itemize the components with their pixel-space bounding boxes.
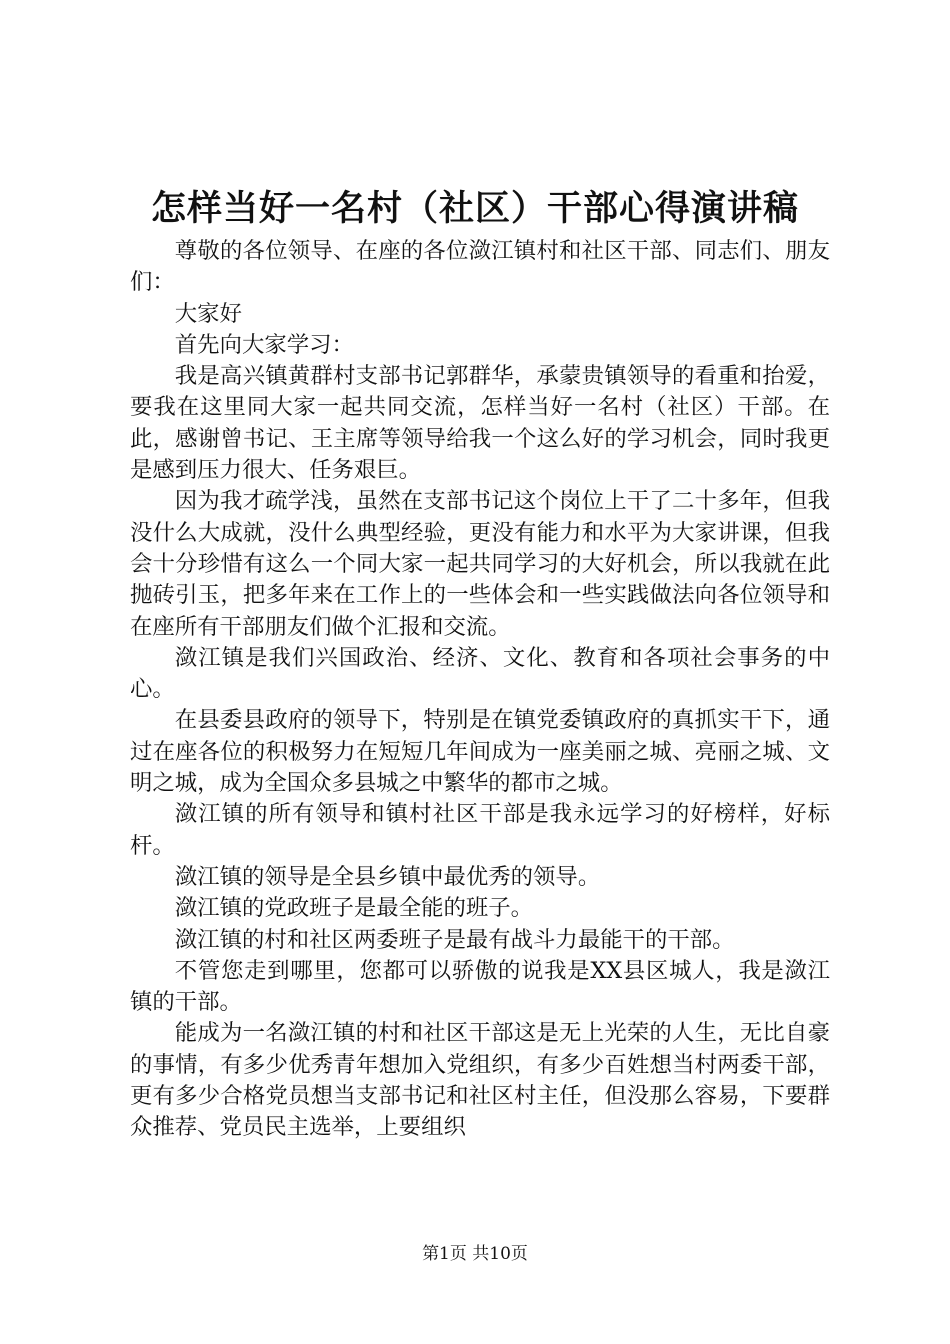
page-number-footer: 第1页 共10页	[422, 1244, 528, 1264]
document-title: 怎样当好一名村（社区）干部心得演讲稿	[150, 188, 799, 229]
paragraph: 潋江镇的村和社区两委班子是最有战斗力最能干的干部。	[174, 926, 735, 953]
paragraph: 潋江镇的所有领导和镇村社区干部是我永远学习的好榜样，好标杆。	[130, 801, 830, 859]
paragraph-opening: 首先向大家学习：	[174, 331, 354, 358]
paragraph: 能成为一名潋江镇的村和社区干部这是无上光荣的人生，无比自豪的事情，有多少优秀青年想加入党组织，有多少百姓想当村两委干部，更有多少合格党员想当支部书记和社区村主任，但没那么容易，下要群众推荐、党员民主选举，上要组织	[130, 1020, 830, 1141]
paragraph-salutation: 尊敬的各位领导、在座的各位潋江镇村和社区干部、同志们、朋友们：	[130, 238, 830, 296]
paragraph: 不管您走到哪里，您都可以骄傲的说我是XX县区城人，我是潋江镇的干部。	[130, 957, 830, 1016]
paragraph: 潋江镇的党政班子是最全能的班子。	[174, 895, 534, 922]
document-body	[130, 236, 830, 1144]
paragraph: 潋江镇是我们兴国政治、经济、文化、教育和各项社会事务的中心。	[130, 644, 830, 703]
paragraph: 我是高兴镇黄群村支部书记郭群华，承蒙贵镇领导的看重和抬爱，要我在这里同大家一起共同交流，怎样当好一名村（社区）干部。在此，感谢曾书记、王主席等领导给我一个这么好的学习机会，同时我更是感到压力很大、任务艰巨。	[130, 363, 830, 484]
paragraph: 在县委县政府的领导下，特别是在镇党委镇政府的真抓实干下，通过在座各位的积极努力在短短几年间成为一座美丽之城、亮丽之城、文明之城，成为全国众多县城之中繁华的都市之城。	[130, 707, 830, 797]
paragraph-greeting: 大家好	[174, 300, 242, 327]
paragraph: 潋江镇的领导是全县乡镇中最优秀的领导。	[174, 863, 601, 890]
paragraph: 因为我才疏学浅，虽然在支部书记这个岗位上干了二十多年，但我没什么大成就，没什么典型经验，更没有能力和水平为大家讲课，但我会十分珍惜有这么一个同大家一起共同学习的大好机会，所以我就在此抛砖引玉，把多年来在工作上的一些体会和一些实践做法向各位领导和在座所有干部朋友们做个汇报和交流。	[130, 488, 830, 640]
